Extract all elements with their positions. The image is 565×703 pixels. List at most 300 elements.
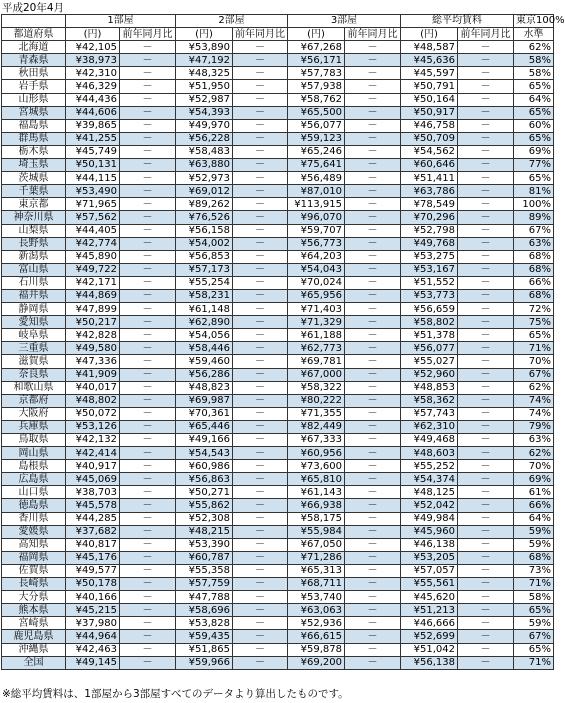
yoy-2room-cell: － [233, 198, 288, 211]
average-rent-cell: ¥45,597 [401, 67, 458, 80]
yoy-3room-cell: － [345, 420, 401, 433]
rent-3room-cell: ¥59,123 [288, 132, 345, 145]
yoy-average-cell: － [458, 525, 514, 538]
yoy-3room-cell: － [345, 263, 401, 276]
yoy-average-cell: － [458, 407, 514, 420]
rent-2room-cell: ¥61,148 [176, 303, 233, 316]
header-average: 総平均賃料 [401, 15, 514, 28]
rent-3room-cell: ¥73,600 [288, 460, 345, 473]
tokyo-level-cell: 67% [514, 630, 554, 643]
yoy-2room-cell: － [233, 132, 288, 145]
rent-1room-cell: ¥44,869 [66, 289, 120, 302]
yoy-2room-cell: － [233, 119, 288, 132]
table-row [2, 617, 554, 630]
yoy-average-cell: － [458, 447, 514, 460]
yoy-1room-cell: － [120, 54, 176, 67]
rent-3room-cell: ¥82,449 [288, 420, 345, 433]
tokyo-level-cell: 66% [514, 276, 554, 289]
yoy-1room-cell: － [120, 211, 176, 224]
header-cell [2, 15, 66, 28]
prefecture-cell: 岩手県 [2, 80, 66, 93]
yoy-average-cell: － [458, 578, 514, 591]
yoy-3room-cell: － [345, 368, 401, 381]
prefecture-cell: 栃木県 [2, 145, 66, 158]
rent-3room-cell: ¥69,781 [288, 355, 345, 368]
rent-3room-cell: ¥58,762 [288, 93, 345, 106]
rent-2room-cell: ¥58,446 [176, 342, 233, 355]
prefecture-cell: 大分県 [2, 591, 66, 604]
rent-2room-cell: ¥63,880 [176, 159, 233, 172]
yoy-average-cell: － [458, 198, 514, 211]
prefecture-cell: 山形県 [2, 93, 66, 106]
yoy-2room-cell: － [233, 643, 288, 656]
rent-1room-cell: ¥53,490 [66, 185, 120, 198]
yoy-2room-cell: － [233, 263, 288, 276]
yoy-3room-cell: － [345, 289, 401, 302]
rent-1room-cell: ¥49,722 [66, 263, 120, 276]
rent-1room-cell: ¥46,329 [66, 80, 120, 93]
prefecture-cell: 福井県 [2, 289, 66, 302]
table-row [2, 578, 554, 591]
table-row [2, 512, 554, 525]
yoy-2room-cell: － [233, 355, 288, 368]
yoy-1room-cell: － [120, 447, 176, 460]
prefecture-cell: 福岡県 [2, 551, 66, 564]
average-rent-cell: ¥53,167 [401, 263, 458, 276]
rent-3room-cell: ¥58,175 [288, 512, 345, 525]
rent-3room-cell: ¥64,203 [288, 250, 345, 263]
yoy-average-cell: － [458, 276, 514, 289]
rent-1room-cell: ¥49,580 [66, 342, 120, 355]
table-row [2, 486, 554, 499]
rent-1room-cell: ¥41,909 [66, 368, 120, 381]
yoy-3room-cell: － [345, 145, 401, 158]
yoy-2room-cell: － [233, 656, 288, 669]
tokyo-level-cell: 66% [514, 499, 554, 512]
prefecture-cell: 青森県 [2, 54, 66, 67]
yoy-1room-cell: － [120, 106, 176, 119]
table-row [2, 643, 554, 656]
average-rent-cell: ¥53,773 [401, 289, 458, 302]
rent-1room-cell: ¥45,176 [66, 551, 120, 564]
yoy-3room-cell: － [345, 41, 401, 54]
prefecture-cell: 宮崎県 [2, 617, 66, 630]
average-rent-cell: ¥56,659 [401, 303, 458, 316]
rent-3room-cell: ¥55,984 [288, 525, 345, 538]
header-yoy: 前年同月比 [233, 28, 288, 41]
rent-3room-cell: ¥70,024 [288, 276, 345, 289]
yoy-3room-cell: － [345, 185, 401, 198]
prefecture-cell: 奈良県 [2, 368, 66, 381]
tokyo-level-cell: 65% [514, 80, 554, 93]
yoy-2room-cell: － [233, 420, 288, 433]
prefecture-cell: 茨城県 [2, 172, 66, 185]
prefecture-cell: 山梨県 [2, 224, 66, 237]
table-row [2, 198, 554, 211]
rent-3room-cell: ¥60,956 [288, 447, 345, 460]
table-row [2, 106, 554, 119]
table-row [2, 604, 554, 617]
tokyo-level-cell: 69% [514, 473, 554, 486]
prefecture-cell: 富山県 [2, 263, 66, 276]
rent-2room-cell: ¥60,986 [176, 460, 233, 473]
average-rent-cell: ¥49,768 [401, 237, 458, 250]
tokyo-level-cell: 58% [514, 591, 554, 604]
table-body [2, 41, 554, 670]
yoy-average-cell: － [458, 159, 514, 172]
rent-2room-cell: ¥89,262 [176, 198, 233, 211]
yoy-2room-cell: － [233, 67, 288, 80]
yoy-3room-cell: － [345, 434, 401, 447]
tokyo-level-cell: 65% [514, 106, 554, 119]
average-rent-cell: ¥52,042 [401, 499, 458, 512]
yoy-3room-cell: － [345, 460, 401, 473]
yoy-1room-cell: － [120, 578, 176, 591]
rent-2room-cell: ¥56,228 [176, 132, 233, 145]
yoy-3room-cell: － [345, 172, 401, 185]
yoy-average-cell: － [458, 80, 514, 93]
rent-2room-cell: ¥54,543 [176, 447, 233, 460]
prefecture-cell: 滋賀県 [2, 355, 66, 368]
average-rent-cell: ¥58,802 [401, 316, 458, 329]
yoy-3room-cell: － [345, 578, 401, 591]
prefecture-cell: 高知県 [2, 538, 66, 551]
rent-2room-cell: ¥52,987 [176, 93, 233, 106]
yoy-1room-cell: － [120, 630, 176, 643]
yoy-average-cell: － [458, 316, 514, 329]
yoy-1room-cell: － [120, 643, 176, 656]
tokyo-level-cell: 67% [514, 224, 554, 237]
rent-2room-cell: ¥53,890 [176, 41, 233, 54]
yoy-1room-cell: － [120, 394, 176, 407]
table-row [2, 224, 554, 237]
average-rent-cell: ¥58,362 [401, 394, 458, 407]
prefecture-cell: 熊本県 [2, 604, 66, 617]
table-row [2, 447, 554, 460]
average-rent-cell: ¥55,561 [401, 578, 458, 591]
header-3room: 3部屋 [288, 15, 401, 28]
prefecture-cell: 佐賀県 [2, 564, 66, 577]
yoy-3room-cell: － [345, 630, 401, 643]
average-rent-cell: ¥51,042 [401, 643, 458, 656]
rent-3room-cell: ¥65,246 [288, 145, 345, 158]
average-rent-cell: ¥50,709 [401, 132, 458, 145]
yoy-average-cell: － [458, 656, 514, 669]
rent-2room-cell: ¥53,828 [176, 617, 233, 630]
rent-3room-cell: ¥56,773 [288, 237, 345, 250]
yoy-3room-cell: － [345, 276, 401, 289]
header-row-1 [2, 15, 554, 28]
rent-1room-cell: ¥42,463 [66, 643, 120, 656]
yoy-average-cell: － [458, 643, 514, 656]
table-row [2, 420, 554, 433]
rent-2room-cell: ¥69,012 [176, 185, 233, 198]
yoy-1room-cell: － [120, 525, 176, 538]
yoy-3room-cell: － [345, 159, 401, 172]
rent-2room-cell: ¥59,435 [176, 630, 233, 643]
yoy-3room-cell: － [345, 67, 401, 80]
average-rent-cell: ¥56,138 [401, 656, 458, 669]
yoy-2room-cell: － [233, 591, 288, 604]
average-rent-cell: ¥51,411 [401, 172, 458, 185]
rent-1room-cell: ¥49,577 [66, 564, 120, 577]
average-rent-cell: ¥52,798 [401, 224, 458, 237]
yoy-1room-cell: － [120, 407, 176, 420]
rent-1room-cell: ¥44,405 [66, 224, 120, 237]
yoy-1room-cell: － [120, 172, 176, 185]
yoy-average-cell: － [458, 185, 514, 198]
rent-1room-cell: ¥42,171 [66, 276, 120, 289]
average-rent-cell: ¥48,603 [401, 447, 458, 460]
rent-3room-cell: ¥65,500 [288, 106, 345, 119]
yoy-2room-cell: － [233, 551, 288, 564]
average-rent-cell: ¥50,164 [401, 93, 458, 106]
average-rent-cell: ¥57,743 [401, 407, 458, 420]
yoy-3room-cell: － [345, 211, 401, 224]
rent-1room-cell: ¥47,899 [66, 303, 120, 316]
rent-3room-cell: ¥65,956 [288, 289, 345, 302]
average-rent-cell: ¥54,562 [401, 145, 458, 158]
prefecture-cell: 岡山県 [2, 447, 66, 460]
table-row [2, 355, 554, 368]
table-row [2, 185, 554, 198]
yoy-average-cell: － [458, 486, 514, 499]
yoy-2room-cell: － [233, 473, 288, 486]
yoy-3room-cell: － [345, 237, 401, 250]
rent-1room-cell: ¥45,578 [66, 499, 120, 512]
yoy-3room-cell: － [345, 604, 401, 617]
rent-3room-cell: ¥59,707 [288, 224, 345, 237]
yoy-3room-cell: － [345, 355, 401, 368]
header-tokyo-level: 東京100% [514, 15, 554, 28]
rent-3room-cell: ¥53,740 [288, 591, 345, 604]
yoy-average-cell: － [458, 538, 514, 551]
average-rent-cell: ¥54,374 [401, 473, 458, 486]
yoy-average-cell: － [458, 172, 514, 185]
prefecture-cell: 静岡県 [2, 303, 66, 316]
table-row [2, 80, 554, 93]
table-row [2, 289, 554, 302]
yoy-2room-cell: － [233, 289, 288, 302]
rent-3room-cell: ¥75,641 [288, 159, 345, 172]
rent-1room-cell: ¥40,166 [66, 591, 120, 604]
yoy-2room-cell: － [233, 394, 288, 407]
rent-1room-cell: ¥50,178 [66, 578, 120, 591]
rent-1room-cell: ¥45,749 [66, 145, 120, 158]
yoy-average-cell: － [458, 106, 514, 119]
header-1room: 1部屋 [66, 15, 176, 28]
tokyo-level-cell: 68% [514, 551, 554, 564]
yoy-1room-cell: － [120, 656, 176, 669]
rent-2room-cell: ¥69,987 [176, 394, 233, 407]
table-row [2, 407, 554, 420]
tokyo-level-cell: 65% [514, 643, 554, 656]
rent-3room-cell: ¥113,915 [288, 198, 345, 211]
prefecture-cell: 群馬県 [2, 132, 66, 145]
average-rent-cell: ¥48,587 [401, 41, 458, 54]
rent-1room-cell: ¥41,255 [66, 132, 120, 145]
rent-3room-cell: ¥56,077 [288, 119, 345, 132]
yoy-3room-cell: － [345, 473, 401, 486]
header-yoy: 前年同月比 [458, 28, 514, 41]
rent-2room-cell: ¥49,970 [176, 119, 233, 132]
rent-3room-cell: ¥71,329 [288, 316, 345, 329]
yoy-average-cell: － [458, 132, 514, 145]
average-rent-cell: ¥57,057 [401, 564, 458, 577]
rent-2room-cell: ¥70,361 [176, 407, 233, 420]
tokyo-level-cell: 64% [514, 93, 554, 106]
yoy-1room-cell: － [120, 355, 176, 368]
yoy-3room-cell: － [345, 512, 401, 525]
yoy-3room-cell: － [345, 250, 401, 263]
rent-3room-cell: ¥67,268 [288, 41, 345, 54]
rent-3room-cell: ¥67,000 [288, 368, 345, 381]
rent-1room-cell: ¥57,562 [66, 211, 120, 224]
yoy-1room-cell: － [120, 512, 176, 525]
yoy-1room-cell: － [120, 224, 176, 237]
yoy-average-cell: － [458, 93, 514, 106]
yoy-average-cell: － [458, 460, 514, 473]
tokyo-level-cell: 61% [514, 486, 554, 499]
yoy-average-cell: － [458, 237, 514, 250]
yoy-1room-cell: － [120, 159, 176, 172]
prefecture-cell: 福島県 [2, 119, 66, 132]
yoy-1room-cell: － [120, 145, 176, 158]
table-row [2, 329, 554, 342]
yoy-2room-cell: － [233, 538, 288, 551]
table-row [2, 303, 554, 316]
rent-2room-cell: ¥52,973 [176, 172, 233, 185]
average-rent-cell: ¥52,960 [401, 368, 458, 381]
rent-1room-cell: ¥37,980 [66, 617, 120, 630]
rent-1room-cell: ¥49,145 [66, 656, 120, 669]
rent-2room-cell: ¥58,696 [176, 604, 233, 617]
prefecture-cell: 徳島県 [2, 499, 66, 512]
rent-3room-cell: ¥61,143 [288, 486, 345, 499]
yoy-2room-cell: － [233, 211, 288, 224]
yoy-3room-cell: － [345, 316, 401, 329]
yoy-average-cell: － [458, 250, 514, 263]
yoy-3room-cell: － [345, 499, 401, 512]
tokyo-level-cell: 59% [514, 617, 554, 630]
yoy-2room-cell: － [233, 237, 288, 250]
yoy-average-cell: － [458, 499, 514, 512]
yoy-1room-cell: － [120, 551, 176, 564]
yoy-3room-cell: － [345, 525, 401, 538]
yoy-3room-cell: － [345, 656, 401, 669]
average-rent-cell: ¥70,296 [401, 211, 458, 224]
rent-2room-cell: ¥48,215 [176, 525, 233, 538]
rent-2room-cell: ¥47,788 [176, 591, 233, 604]
yoy-2room-cell: － [233, 512, 288, 525]
yoy-1room-cell: － [120, 263, 176, 276]
rent-3room-cell: ¥66,938 [288, 499, 345, 512]
rent-2room-cell: ¥62,890 [176, 316, 233, 329]
rent-3room-cell: ¥96,070 [288, 211, 345, 224]
prefecture-cell: 埼玉県 [2, 159, 66, 172]
yoy-2room-cell: － [233, 460, 288, 473]
yoy-3room-cell: － [345, 617, 401, 630]
average-rent-cell: ¥50,791 [401, 80, 458, 93]
yoy-3room-cell: － [345, 381, 401, 394]
table-row [2, 460, 554, 473]
table-row [2, 368, 554, 381]
tokyo-level-cell: 65% [514, 132, 554, 145]
rent-2room-cell: ¥48,823 [176, 381, 233, 394]
header-yen: (円) [176, 28, 233, 41]
yoy-3room-cell: － [345, 447, 401, 460]
rent-1room-cell: ¥45,069 [66, 473, 120, 486]
table-row [2, 538, 554, 551]
average-rent-cell: ¥62,310 [401, 420, 458, 433]
tokyo-level-cell: 67% [514, 368, 554, 381]
tokyo-level-cell: 65% [514, 172, 554, 185]
prefecture-cell: 秋田県 [2, 67, 66, 80]
tokyo-level-cell: 62% [514, 41, 554, 54]
rent-1room-cell: ¥50,131 [66, 159, 120, 172]
prefecture-cell: 岐阜県 [2, 329, 66, 342]
yoy-average-cell: － [458, 303, 514, 316]
table-row [2, 250, 554, 263]
rent-1room-cell: ¥50,072 [66, 407, 120, 420]
header-prefecture: 都道府県 [2, 28, 66, 41]
average-rent-cell: ¥45,620 [401, 591, 458, 604]
header-yen: (円) [288, 28, 345, 41]
rent-2room-cell: ¥48,325 [176, 67, 233, 80]
rent-1room-cell: ¥42,828 [66, 329, 120, 342]
rent-3room-cell: ¥71,355 [288, 407, 345, 420]
yoy-1room-cell: － [120, 276, 176, 289]
yoy-1room-cell: － [120, 316, 176, 329]
prefecture-cell: 和歌山県 [2, 381, 66, 394]
tokyo-level-cell: 68% [514, 250, 554, 263]
rent-3room-cell: ¥71,286 [288, 551, 345, 564]
rent-1room-cell: ¥40,917 [66, 460, 120, 473]
rent-1room-cell: ¥38,973 [66, 54, 120, 67]
yoy-2room-cell: － [233, 41, 288, 54]
rent-1room-cell: ¥42,774 [66, 237, 120, 250]
prefecture-cell: 京都府 [2, 394, 66, 407]
tokyo-level-cell: 70% [514, 460, 554, 473]
average-rent-cell: ¥55,027 [401, 355, 458, 368]
average-rent-cell: ¥51,213 [401, 604, 458, 617]
yoy-3room-cell: － [345, 486, 401, 499]
rent-3room-cell: ¥71,403 [288, 303, 345, 316]
tokyo-level-cell: 72% [514, 303, 554, 316]
yoy-2room-cell: － [233, 604, 288, 617]
yoy-3room-cell: － [345, 394, 401, 407]
average-rent-cell: ¥53,205 [401, 551, 458, 564]
rent-1room-cell: ¥42,414 [66, 447, 120, 460]
yoy-average-cell: － [458, 263, 514, 276]
yoy-1room-cell: － [120, 329, 176, 342]
yoy-1room-cell: － [120, 617, 176, 630]
rent-1room-cell: ¥42,132 [66, 434, 120, 447]
yoy-1room-cell: － [120, 420, 176, 433]
yoy-2room-cell: － [233, 106, 288, 119]
table-row [2, 172, 554, 185]
yoy-2room-cell: － [233, 407, 288, 420]
prefecture-cell: 新潟県 [2, 250, 66, 263]
rent-2room-cell: ¥50,271 [176, 486, 233, 499]
rent-3room-cell: ¥61,188 [288, 329, 345, 342]
rent-2room-cell: ¥56,158 [176, 224, 233, 237]
table-row [2, 67, 554, 80]
yoy-2room-cell: － [233, 276, 288, 289]
rent-1room-cell: ¥42,310 [66, 67, 120, 80]
tokyo-level-cell: 63% [514, 237, 554, 250]
tokyo-level-cell: 64% [514, 512, 554, 525]
